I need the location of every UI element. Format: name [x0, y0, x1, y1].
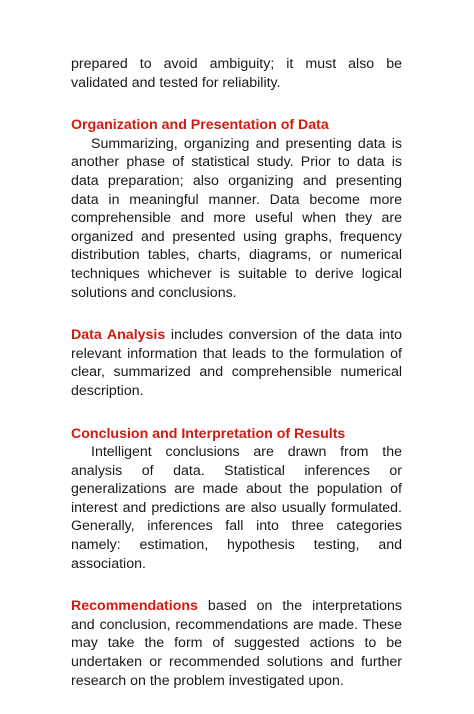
section-heading-data-analysis: Data Analysis	[71, 327, 166, 344]
section-heading-recommendations: Recommendations	[71, 598, 198, 615]
section-heading-organization: Organization and Presentation of Data	[71, 117, 329, 134]
section-data-analysis	[71, 326, 402, 400]
document-page	[71, 55, 402, 714]
section-heading-conclusion: Conclusion and Interpretation of Results	[71, 425, 346, 442]
continuation-paragraph: prepared to avoid ambiguity; it must also be validated and tested for reliability.	[71, 56, 402, 91]
section-body-organization: Summarizing, organizing and presenting data is another phase of statistical study. Prior to data is data preparation; also organizing and presenting data in meaningful manner. Data become more comprehensible and more useful when they are organized and presented using graphs, frequency distribution tables, charts, diagrams, or numerical techniques whichever is suitable to derive logical solutions and conclusions.	[71, 135, 402, 301]
section-body-recommendations: based on the interpretations and conclusion, recommendations are made. These may take the form of suggested actions to be undertaken or recommended solutions and further research on the problem investigated upon.	[71, 598, 402, 689]
section-conclusion	[71, 425, 402, 574]
section-body-data-analysis: includes conversion of the data into relevant information that leads to the formulation of clear, summarized and comprehensible numerical description.	[71, 327, 403, 399]
section-organization	[71, 116, 402, 302]
section-recommendations	[71, 597, 402, 690]
section-body-conclusion: Intelligent conclusions are drawn from the analysis of data. Statistical inferences or generalizations are made about the population of interest and predictions are also usually formulated. Generally, inferences fall into three categories namely: estimation, hypothesis testing, and association.	[71, 444, 402, 572]
